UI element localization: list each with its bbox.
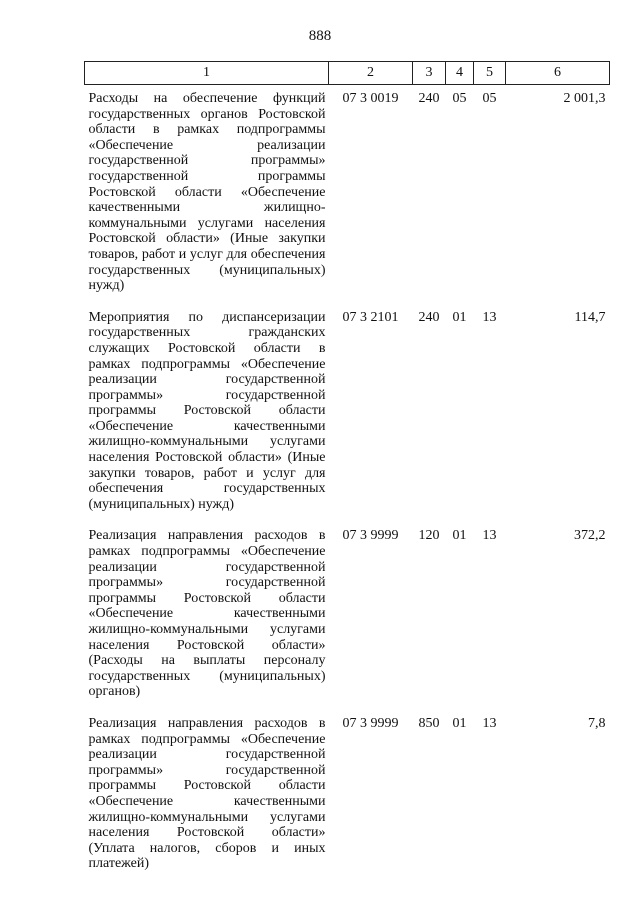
column-header-3: 3 (413, 62, 446, 85)
column-header-1: 1 (85, 62, 329, 85)
row-amount: 372,2 (574, 528, 606, 544)
column-header-5: 5 (474, 62, 506, 85)
row-target-code: 07 3 0019 (342, 91, 399, 106)
row-target-code: 07 3 9999 (342, 715, 399, 731)
column-header-2: 2 (329, 62, 413, 85)
row-expense-type: 850 (418, 715, 440, 731)
row-description: Реализация направления расходов в рамках подпрограммы «Обеспечение реализации государственной программы» государственной программы Ростовской области «Обеспечение качественными жилищно-коммунальными услугами населения Ростовской области» (Расходы на выплаты персоналу государственных (муниципальных) органов) (88, 528, 326, 700)
row-amount: 7,8 (588, 715, 606, 731)
row-section: 05 (452, 91, 467, 106)
row-subsection: 05 (482, 91, 497, 106)
row-expense-type: 240 (418, 91, 440, 106)
row-description: Реализация направления расходов в рамках подпрограммы «Обеспечение реализации государственной программы» государственной программы Ростовской области «Обеспечение качественными жилищно-коммунальными услугами населения Ростовской области» (Уплата налогов, сборов и иных платежей) (88, 715, 326, 872)
row-description: Расходы на обеспечение функций государственных органов Ростовской области в рамках подпрограммы «Обеспечение реализации государственной программы» государственной программы Ростовской области «Обеспечение качественными жилищно-коммунальными услугами населения Ростовской области» (Иные закупки товаров, работ и услуг для обеспечения государственных (муниципальных) нужд) (88, 91, 326, 294)
table-row (85, 304, 610, 523)
row-target-code: 07 3 2101 (342, 309, 399, 325)
column-header-6: 6 (506, 62, 610, 85)
row-subsection: 13 (482, 309, 497, 325)
header-row (85, 62, 610, 85)
row-expense-type: 120 (418, 528, 440, 544)
row-amount: 114,7 (574, 309, 606, 325)
row-subsection: 13 (482, 528, 497, 544)
row-subsection: 13 (482, 715, 497, 731)
row-description: Мероприятия по диспансеризации государственных гражданских служащих Ростовской области в рамках подпрограммы «Обеспечение реализации государственной программы» государственной программы Ростовской области «Обеспечение качественными жилищно-коммунальными услугами населения Ростовской области» (Иные закупки товаров, работ и услуг для обеспечения государственных (муниципальных) нужд) (88, 309, 326, 512)
row-expense-type: 240 (418, 309, 440, 325)
row-section: 01 (452, 528, 467, 544)
page-number: 888 (308, 28, 332, 44)
row-target-code: 07 3 9999 (342, 528, 399, 544)
column-header-4: 4 (446, 62, 474, 85)
row-amount: 2 001,3 (563, 91, 606, 106)
table-row (85, 522, 610, 710)
row-section: 01 (452, 715, 467, 731)
table-row (85, 710, 610, 882)
table-row (85, 85, 610, 304)
row-section: 01 (452, 309, 467, 325)
budget-table (84, 61, 610, 882)
